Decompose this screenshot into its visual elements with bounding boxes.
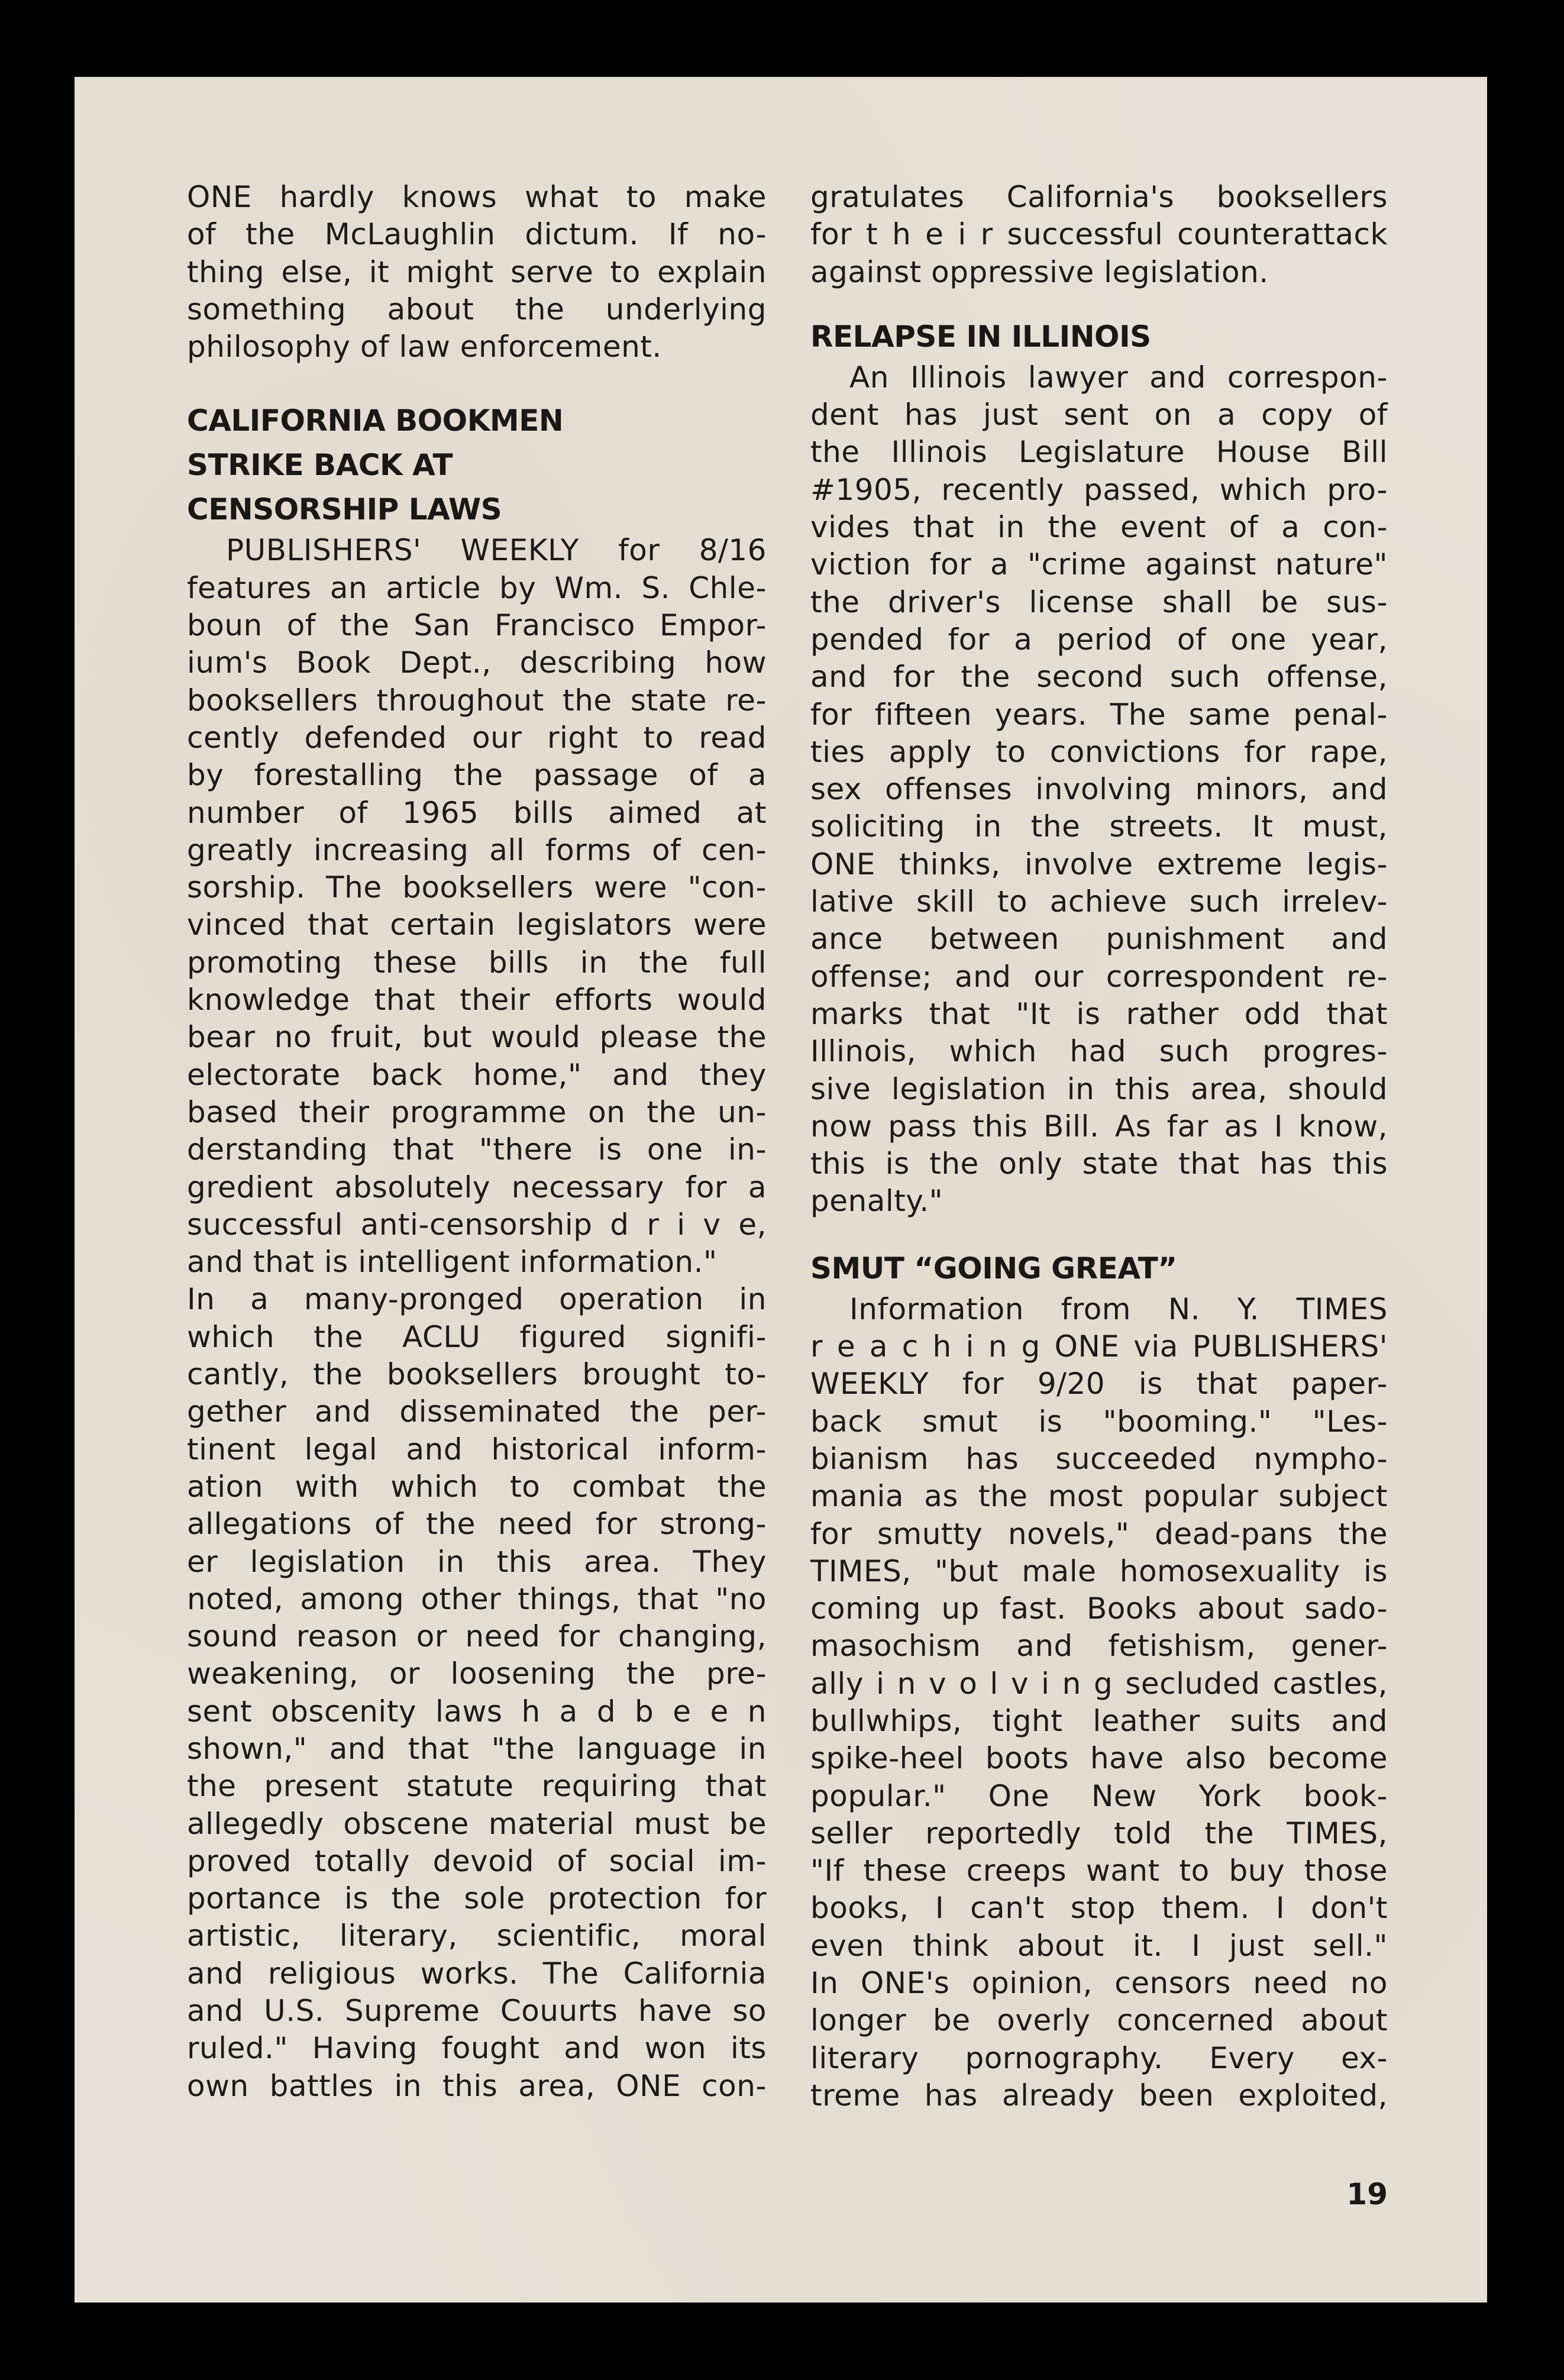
text-line: allegedly obscene material must be: [187, 1806, 767, 1841]
text-line: gredient absolutely necessary for a: [187, 1170, 767, 1204]
text-line: soliciting in the streets. It must,: [810, 809, 1388, 844]
text-line: which the ACLU figured signifi-: [187, 1319, 767, 1354]
text-line: booksellers throughout the state re-: [187, 683, 767, 718]
text-line: An Illinois lawyer and correspon-: [849, 360, 1388, 395]
magazine-page: [75, 77, 1487, 2303]
text-line: TIMES, "but male homosexuality is: [810, 1554, 1388, 1588]
text-line: noted, among other things, that "no: [187, 1581, 767, 1616]
text-line: ties apply to convictions for rape,: [810, 734, 1388, 769]
text-line: thing else, it might serve to explain: [187, 254, 767, 289]
text-line: for smutty novels," dead-pans the: [810, 1516, 1388, 1551]
text-line: viction for a "crime against nature": [810, 547, 1388, 582]
text-line: treme has already been exploited,: [810, 2078, 1388, 2113]
text-line: the Illinois Legislature House Bill: [810, 435, 1388, 470]
text-line: electorate back home," and they: [187, 1057, 767, 1092]
text-line: derstanding that "there is one in-: [187, 1132, 767, 1167]
text-line: ium's Book Dept., describing how: [187, 645, 767, 680]
continuation-paragraph: [810, 179, 1388, 291]
text-line: philosophy of law enforcement.: [187, 330, 662, 364]
text-line: successful anti-censorship d r i v e,: [187, 1207, 767, 1242]
text-line: something about the underlying: [187, 292, 767, 327]
text-line: offense; and our correspondent re-: [810, 959, 1388, 994]
section-heading-smut: SMUT “GOING GREAT”: [810, 1251, 1177, 1286]
text-line: mania as the most popular subject: [810, 1479, 1388, 1514]
spacer: [810, 291, 1388, 315]
text-line: longer be overly concerned about: [810, 2003, 1388, 2038]
text-line: spike-heel boots have also become: [810, 1741, 1388, 1776]
text-line: proved totally devoid of social im-: [187, 1843, 767, 1878]
text-line: pended for a period of one year,: [810, 622, 1388, 657]
spacer: [187, 366, 767, 399]
text-line: against oppressive legislation.: [810, 254, 1269, 289]
text-line: now pass this Bill. As far as I know,: [810, 1109, 1388, 1144]
text-line: based their programme on the un-: [187, 1094, 767, 1129]
text-line: sound reason or need for changing,: [187, 1619, 767, 1654]
text-line: features an article by Wm. S. Chle-: [187, 570, 767, 605]
text-line: masochism and fetishism, gener-: [810, 1629, 1388, 1664]
text-line: er legislation in this area. They: [187, 1544, 767, 1579]
text-line: cently defended our right to read: [187, 720, 767, 755]
text-line: PUBLISHERS' WEEKLY for 8/16: [226, 533, 767, 568]
text-line: bear no fruit, but would please the: [187, 1020, 767, 1055]
text-line: boun of the San Francisco Empor-: [187, 608, 767, 643]
left-column: [187, 179, 767, 2105]
text-line: tinent legal and historical inform-: [187, 1432, 767, 1467]
text-line: shown," and that "the language in: [187, 1731, 767, 1766]
text-line: ONE hardly knows what to make: [187, 180, 767, 214]
text-line: this is the only state that has this: [810, 1147, 1388, 1181]
heading-line: CENSORSHIP LAWS: [187, 492, 502, 527]
text-line: lative skill to achieve such irrelev-: [810, 884, 1388, 919]
text-line: for t h e i r successful counterattack: [810, 217, 1388, 252]
text-line: and religious works. The California: [187, 1956, 767, 1991]
text-line: In a many-pronged operation in: [187, 1282, 767, 1317]
text-line: marks that "It is rather odd that: [810, 996, 1388, 1031]
text-line: literary pornography. Every ex-: [810, 2040, 1388, 2075]
text-line: even think about it. I just sell.": [810, 1928, 1388, 1963]
text-line: #1905, recently passed, which pro-: [810, 472, 1388, 507]
heading-line: STRIKE BACK AT: [187, 448, 453, 483]
text-line: and that is intelligent information.": [187, 1245, 718, 1280]
text-line: allegations of the need for strong-: [187, 1507, 767, 1542]
text-line: ally i n v o l v i n g secluded castles,: [810, 1666, 1388, 1701]
text-line: seller reportedly told the TIMES,: [810, 1816, 1388, 1851]
text-line: Illinois, which had such progres-: [810, 1034, 1388, 1069]
text-line: WEEKLY for 9/20 is that paper-: [810, 1367, 1388, 1401]
text-line: knowledge that their efforts would: [187, 983, 767, 1018]
text-line: vinced that certain legislators were: [187, 908, 767, 942]
text-line: of the McLaughlin dictum. If no-: [187, 217, 767, 252]
text-line: artistic, literary, scientific, moral: [187, 1919, 767, 1953]
heading-line: CALIFORNIA BOOKMEN: [187, 403, 564, 438]
text-line: ONE thinks, involve extreme legis-: [810, 847, 1388, 881]
text-line: ation with which to combat the: [187, 1469, 767, 1504]
text-line: portance is the sole protection for: [187, 1881, 767, 1916]
text-line: dent has just sent on a copy of: [810, 398, 1388, 432]
text-line: number of 1965 bills aimed at: [187, 795, 767, 830]
text-line: vides that in the event of a con-: [810, 510, 1388, 545]
text-line: "If these creeps want to buy those: [810, 1853, 1388, 1888]
text-line: sive legislation in this area, should: [810, 1071, 1388, 1106]
text-line: cantly, the booksellers brought to-: [187, 1357, 767, 1392]
section-heading-illinois: RELAPSE IN ILLINOIS: [810, 319, 1151, 354]
intro-paragraph: [187, 179, 767, 366]
page-number: 19: [1346, 2177, 1388, 2211]
text-line: back smut is "booming." "Les-: [810, 1404, 1388, 1439]
spacer: [810, 1220, 1388, 1246]
text-line: for fifteen years. The same penal-: [810, 697, 1388, 732]
text-line: gratulates California's booksellers: [810, 180, 1388, 214]
text-line: ruled." Having fought and won its: [187, 2031, 767, 2066]
text-line: the present statute requiring that: [187, 1769, 767, 1804]
text-line: In ONE's opinion, censors need no: [810, 1966, 1388, 2001]
text-line: bianism has succeeded nympho-: [810, 1441, 1388, 1476]
text-line: ance between punishment and: [810, 922, 1388, 957]
text-line: sex offenses involving minors, and: [810, 772, 1388, 807]
section-heading-california: [187, 399, 767, 532]
text-line: Information from N. Y. TIMES: [849, 1291, 1388, 1326]
text-line: sent obscenity laws h a d b e e n: [187, 1694, 767, 1729]
right-column: [810, 179, 1388, 2114]
text-line: by forestalling the passage of a: [187, 758, 767, 793]
text-line: own battles in this area, ONE con-: [187, 2068, 767, 2103]
text-line: and for the second such offense,: [810, 660, 1388, 695]
text-line: penalty.": [810, 1184, 943, 1219]
smut-article-body: [810, 1291, 1388, 2115]
text-line: greatly increasing all forms of cen-: [187, 832, 767, 867]
text-line: sorship. The booksellers were "con-: [187, 870, 767, 905]
text-line: promoting these bills in the full: [187, 945, 767, 980]
california-article-body: [187, 532, 767, 2104]
text-line: and U.S. Supreme Couurts have so: [187, 1994, 767, 2029]
text-line: weakening, or loosening the pre-: [187, 1656, 767, 1691]
text-line: r e a c h i n g ONE via PUBLISHERS': [810, 1329, 1388, 1364]
illinois-article-body: [810, 359, 1388, 1220]
text-line: the driver's license shall be sus-: [810, 584, 1388, 619]
text-line: bullwhips, tight leather suits and: [810, 1703, 1388, 1738]
text-line: gether and disseminated the per-: [187, 1394, 767, 1429]
text-line: coming up fast. Books about sado-: [810, 1591, 1388, 1626]
text-line: books, I can't stop them. I don't: [810, 1891, 1388, 1926]
text-line: popular." One New York book-: [810, 1778, 1388, 1813]
